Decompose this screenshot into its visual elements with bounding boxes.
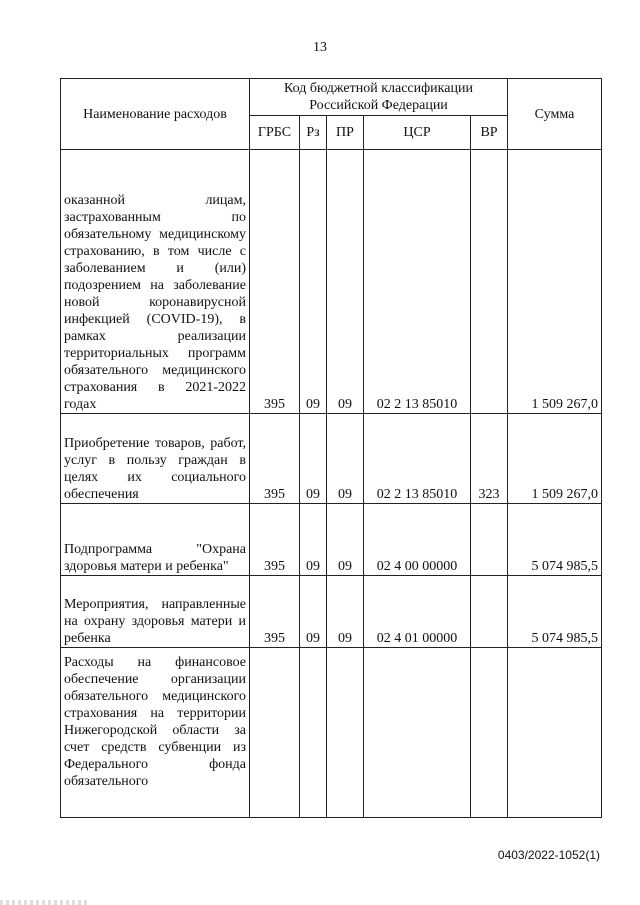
row-csr: 02 4 00 00000 [364,504,471,576]
page-number: 13 [313,40,327,55]
row-name: оказанной лицам, застрахованным по обязательному медицинскому страхованию, в том числе с заболеванием и (или) подозрением на заболевание новой коронавирусной инфекцией (COVID-19), в рамках реализации территориальных программ обязательного медицинского страхования в 2021-2022 годах [64,193,246,412]
row-grbs: 395 [250,576,300,648]
row-name-cell [61,576,250,648]
row-rz [300,648,327,818]
row-csr: 02 4 01 00000 [364,576,471,648]
document-code: 0403/2022-1052(1) [497,848,600,862]
row-name: Мероприятия, направленные на охрану здоровья матери и ребенка [64,597,246,646]
row-name-cell [61,150,250,414]
row-sum [508,648,602,818]
row-rz: 09 [300,576,327,648]
header-vr: ВР [471,116,508,150]
table-row [61,576,602,648]
row-pr [327,648,364,818]
row-pr: 09 [327,150,364,414]
table-row [61,150,602,414]
row-vr [471,576,508,648]
row-sum: 5 074 985,5 [508,576,602,648]
row-name-cell [61,504,250,576]
row-vr [471,150,508,414]
row-name-cell [61,648,250,818]
header-pr: ПР [327,116,364,150]
row-name-cell [61,414,250,504]
row-csr: 02 2 13 85010 [364,414,471,504]
header-grbs: ГРБС [250,116,300,150]
table-row [61,504,602,576]
row-name: Приобретение товаров, работ, услуг в пользу граждан в целях их социального обеспечения [64,436,246,502]
header-code-group: Код бюджетной классификации Российской Федерации [250,79,508,116]
row-name: Расходы на финансовое обеспечение организации обязательного медицинского страхования на территории Нижегородской области за счет средств субвенции из Федерального фонда обязательного [64,655,246,789]
header-csr: ЦСР [364,116,471,150]
scan-artifact [0,900,90,905]
row-sum: 1 509 267,0 [508,150,602,414]
row-sum: 1 509 267,0 [508,414,602,504]
header-sum: Сумма [508,79,602,150]
row-sum: 5 074 985,5 [508,504,602,576]
row-rz: 09 [300,150,327,414]
row-grbs: 395 [250,414,300,504]
header-rz: Рз [300,116,327,150]
row-pr: 09 [327,504,364,576]
header-name: Наименование расходов [61,79,250,150]
row-vr: 323 [471,414,508,504]
row-grbs [250,648,300,818]
row-csr [364,648,471,818]
row-grbs: 395 [250,504,300,576]
row-rz: 09 [300,414,327,504]
row-csr: 02 2 13 85010 [364,150,471,414]
table-row [61,648,602,818]
row-rz: 09 [300,504,327,576]
row-pr: 09 [327,414,364,504]
budget-table [60,78,602,818]
row-name: Подпрограмма "Охрана здоровья матери и ребенка" [64,542,246,574]
row-grbs: 395 [250,150,300,414]
row-vr [471,504,508,576]
row-pr: 09 [327,576,364,648]
table-row [61,414,602,504]
row-vr [471,648,508,818]
